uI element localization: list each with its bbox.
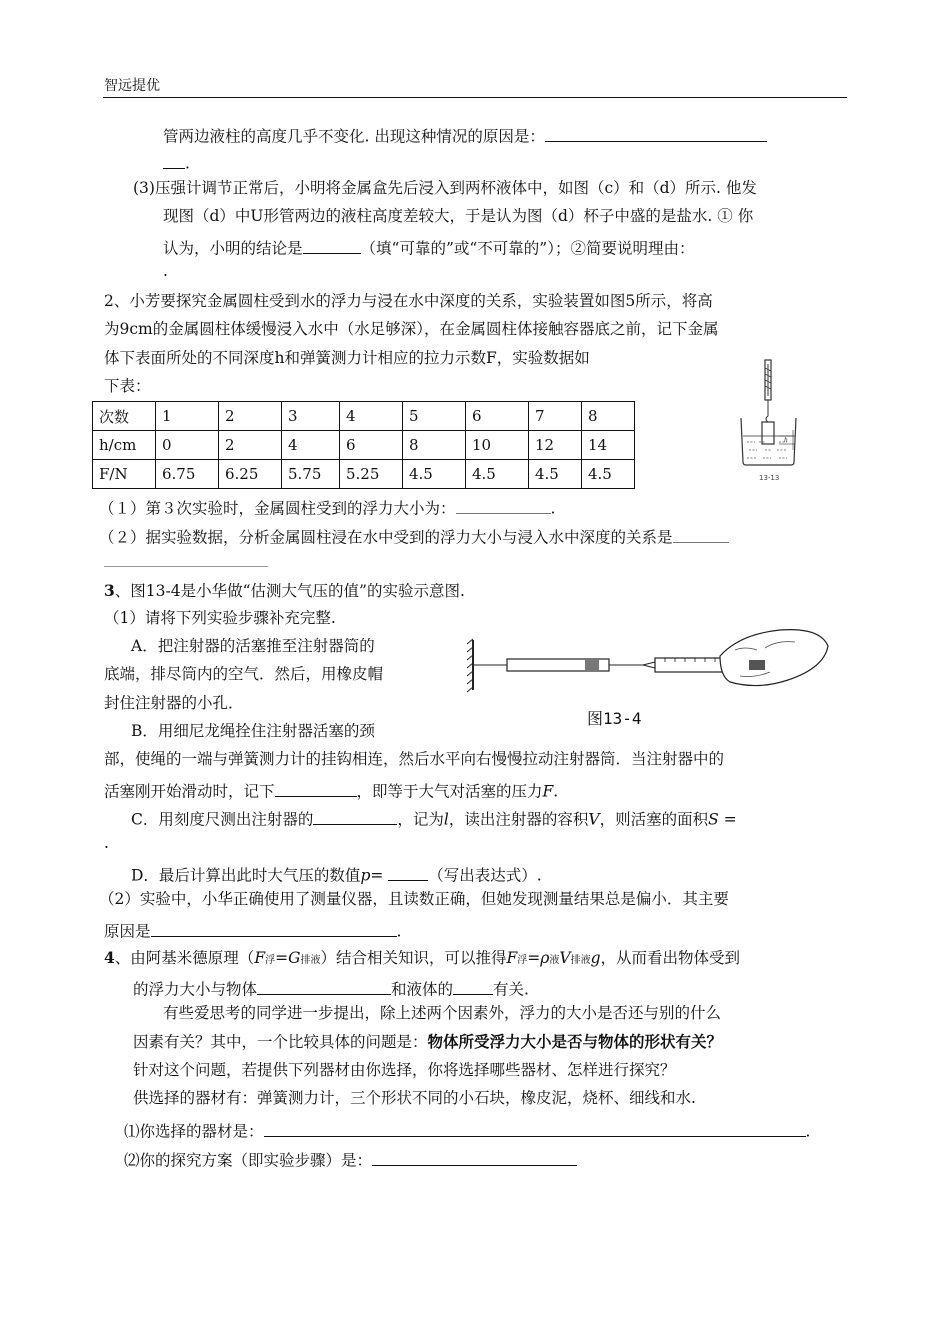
- q4-p2-line3: 针对这个问题，若提供下列器材由你选择，你将选择哪些器材、怎样进行探究？: [133, 1061, 676, 1079]
- answer-blank-equipment[interactable]: [264, 1120, 806, 1137]
- answer-blank-object[interactable]: [257, 978, 391, 995]
- q3-step-a1: A．把注射器的活塞推至注射器筒的: [131, 637, 375, 655]
- q4-var-rho: ρ: [540, 949, 550, 967]
- q2-sub1-text: （１）第３次实验时，金属圆柱受到的浮力大小为：: [99, 499, 456, 518]
- q3-step-c1d: ，则活塞的面积: [599, 810, 709, 829]
- q4-s2: [124, 1149, 577, 1169]
- table-row: [93, 402, 635, 431]
- table-cell: 14: [582, 431, 635, 460]
- q4-l2c: 有关.: [493, 980, 529, 999]
- q4-var-g-small: g: [590, 949, 601, 967]
- q3-line1: [104, 583, 465, 600]
- table-cell: 2: [219, 431, 282, 460]
- table-cell: 4.5: [529, 460, 582, 489]
- figure-h-label: h: [784, 437, 788, 444]
- q3-step-b3b: ，即等于大气对活塞的压力: [356, 782, 543, 801]
- q3-step-d1c: （写出表达式）.: [428, 866, 542, 885]
- beaker-spring-scale-figure: [735, 358, 801, 488]
- q4-sub-fu2: 浮: [517, 955, 528, 966]
- q1-p3-line4: .: [163, 262, 168, 280]
- q4-p2-line4: 供选择的器材有：弹簧测力计，三个形状不同的小石块，橡皮泥，烧杯、细线和水.: [133, 1089, 696, 1107]
- q4-p2-line2: [133, 1035, 722, 1051]
- q1-p3-line3b: （填“可靠的”或“不可靠的”）；②简要说明理由：: [360, 239, 695, 258]
- table-cell: 0: [156, 431, 219, 460]
- table-cell: 1: [156, 402, 219, 431]
- q4-line2: [133, 978, 529, 998]
- q3-sub2-2b: .: [396, 922, 402, 941]
- table-cell: 4: [340, 402, 403, 431]
- q3-step-c1a: C．用刻度尺测出注射器的: [131, 810, 314, 829]
- q3-step-a3: 封住注射器的小孔．: [104, 694, 244, 712]
- q3-step-a2: 底端，排尽筒内的空气．然后，用橡皮帽: [104, 665, 384, 683]
- q3-var-p: p: [360, 866, 371, 885]
- q2-line4: 下表：: [104, 377, 151, 395]
- q1-p3-line1: (3)压强计调节正常后，小明将金属盒先后浸入到两杯液体中，如图（c）和（d）所示. 他发: [133, 179, 757, 197]
- q3-step-b3-end: .: [553, 782, 559, 801]
- q3-var-v: V: [588, 810, 600, 829]
- q3-var-l: l: [443, 810, 449, 829]
- q4-var-g: G: [288, 949, 301, 967]
- table-cell: 8: [582, 402, 635, 431]
- table-row: [93, 460, 635, 489]
- q3-step-c1c: ，读出注射器的容积: [448, 810, 589, 829]
- q3-step-b3a: 活塞刚开始滑动时，记下: [104, 782, 275, 801]
- q1-p3-line3a: 认为，小明的结论是: [163, 239, 303, 258]
- q2-sub1: [99, 497, 555, 517]
- q4-var-f2: F: [506, 949, 518, 967]
- q4-l1a: 、由阿基米德原理（: [114, 949, 255, 967]
- table-cell: 10: [466, 431, 529, 460]
- q4-l2a: 的浮力大小与物体: [133, 980, 258, 999]
- q2-sub2: [99, 526, 729, 546]
- q3-step-b3: [104, 780, 558, 800]
- table-cell: 8: [403, 431, 466, 460]
- data-table: [92, 401, 635, 489]
- q4-var-f: F: [254, 949, 266, 967]
- table-cell: 12: [529, 431, 582, 460]
- table-cell: 3: [282, 402, 340, 431]
- q2-line2: 为9cm的金属圆柱体缓慢浸入水中（水足够深），在金属圆柱体接触容器底之前，记下金属: [104, 320, 719, 338]
- q3-step-c2: .: [104, 834, 109, 852]
- q4-s1-text: ⑴你选择的器材是：: [124, 1122, 264, 1141]
- table-cell: F/N: [93, 460, 156, 489]
- q1-line1b: [163, 152, 190, 172]
- q3-step-c1b: ，记为: [397, 810, 444, 829]
- table-cell: 6.75: [156, 460, 219, 489]
- q2-sub2-text: （２）据实验数据，分析金属圆柱浸在水中受到的浮力大小与浸入水中深度的关系是: [99, 528, 673, 547]
- answer-blank-liquid[interactable]: [453, 978, 493, 995]
- syringe-figure: [465, 628, 830, 728]
- q4-l1b: ）结合相关知识，可以推得: [320, 949, 507, 967]
- q1-line1-text: 管两边液柱的高度几乎不变化. 出现这种情况的原因是：: [163, 127, 545, 146]
- q4-sub-ye: 液: [549, 955, 560, 966]
- q1-line1-tail: .: [185, 154, 190, 173]
- q4-p2-2a: 因素有关？其中，一个比较具体的问题是：: [133, 1033, 428, 1051]
- q3-line1-text: 、图13-4是小华做“估测大气压的值”的实验示意图.: [114, 582, 465, 600]
- table-cell: 4: [282, 431, 340, 460]
- q4-p2-line1: 有些爱思考的同学进一步提出，除上述两个因素外，浮力的大小是否还与别的什么: [163, 1004, 722, 1022]
- q3-step-c1e: =: [718, 810, 737, 829]
- q1-p3-line2: 现图（d）中U形管两边的液柱高度差较大，于是认为图（d）杯子中盛的是盐水. ① 你: [163, 207, 754, 225]
- q3-step-d1b: =: [370, 866, 389, 885]
- q3-sub1: （1）请将下列实验步骤补充完整.: [104, 609, 336, 627]
- answer-blank-pressure[interactable]: [388, 864, 428, 881]
- q4-eq2: =: [527, 949, 541, 967]
- table-cell: 6.25: [219, 460, 282, 489]
- table-cell: 4.5: [582, 460, 635, 489]
- q3-step-d1a: D．最后计算出此时大气压的数值: [131, 866, 361, 885]
- answer-blank-relation[interactable]: [673, 526, 729, 543]
- q2-line1: 2、小芳要探究金属圆柱受到水的浮力与浸在水中深度的关系，实验装置如图5所示，将高: [104, 292, 713, 310]
- q3-sub2-2a: 原因是: [104, 922, 151, 941]
- q4-s1-tail: .: [805, 1122, 811, 1141]
- table-cell: 次数: [93, 402, 156, 431]
- q3-sub2-line1: （2）实验中，小华正确使用了测量仪器，且读数正确，但她发现测量结果总是偏小．其主要: [99, 890, 729, 908]
- q3-step-b2: 部，使绳的一端与弹簧测力计的挂钩相连，然后水平向右慢慢拉动注射器筒．当注射器中的: [104, 750, 725, 768]
- table-cell: 5: [403, 402, 466, 431]
- q3-var-f: F: [542, 782, 554, 801]
- q4-sub-paiye: 排液: [300, 955, 321, 966]
- q3-step-b1: B．用细尼龙绳拴住注射器活塞的颈: [131, 722, 375, 740]
- q4-sub-paiye2: 排液: [570, 955, 591, 966]
- table-cell: 2: [219, 402, 282, 431]
- table-cell: 5.75: [282, 460, 340, 489]
- answer-blank-buoyancy[interactable]: [456, 497, 551, 514]
- table-cell: 4.5: [403, 460, 466, 489]
- table-cell: 6: [466, 402, 529, 431]
- header-rule: [103, 97, 847, 98]
- answer-blank-reason[interactable]: [545, 125, 767, 142]
- q3-number: 3: [104, 581, 115, 600]
- q4-s2-text: ⑵你的探究方案（即实验步骤）是：: [124, 1151, 373, 1170]
- q1-p3-line3: [163, 237, 694, 257]
- answer-blank-relation-cont[interactable]: [104, 566, 268, 567]
- table-cell: 4.5: [466, 460, 529, 489]
- q4-number: 4: [104, 948, 115, 967]
- q4-question-bold: 物体所受浮力大小是否与物体的形状有关？: [427, 1033, 723, 1051]
- table-row: [93, 431, 635, 460]
- q3-var-s: S: [708, 810, 719, 829]
- header-title: 智远提优: [104, 78, 160, 94]
- q3-step-d1: [131, 864, 542, 884]
- figure-caption-13-13: 13-13: [759, 474, 780, 482]
- answer-blank-reason-cont[interactable]: [163, 152, 185, 169]
- q1-line1: [163, 125, 767, 145]
- answer-blank-procedure[interactable]: [372, 1149, 577, 1166]
- answer-blank-cause[interactable]: [151, 920, 397, 937]
- q2-sub1-tail: .: [550, 499, 556, 518]
- figure-caption-13-4: 图13-4: [587, 709, 642, 728]
- q4-line1: [104, 950, 740, 967]
- table-cell: 5.25: [340, 460, 403, 489]
- table-cell: 6: [340, 431, 403, 460]
- q3-sub2-line2: [104, 920, 401, 940]
- q4-eq: =: [275, 949, 289, 967]
- q2-line3: 体下表面所处的不同深度h和弹簧测力计相应的拉力示数F，实验数据如: [104, 349, 590, 367]
- q4-var-v: V: [559, 949, 571, 967]
- q4-l1c: ，从而看出物体受到: [600, 949, 741, 967]
- table-cell: 7: [529, 402, 582, 431]
- table-cell: h/cm: [93, 431, 156, 460]
- answer-blank-length[interactable]: [313, 808, 397, 825]
- q4-sub-fu: 浮: [265, 955, 276, 966]
- answer-blank-conclusion[interactable]: [303, 237, 361, 254]
- q3-step-c1: [131, 808, 737, 828]
- q4-s1: [124, 1120, 810, 1140]
- answer-blank-reading[interactable]: [275, 780, 357, 797]
- q4-l2b: 和液体的: [391, 980, 454, 999]
